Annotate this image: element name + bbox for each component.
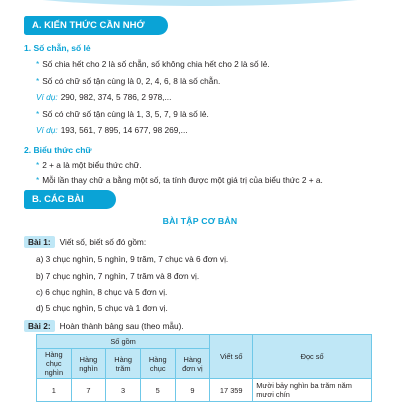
basic-exercises-title: BÀI TẬP CƠ BẢN: [162, 216, 238, 226]
part1-bullet3: * Số có chữ số tận cùng là 1, 3, 5, 7, 9 là số lẻ.: [36, 109, 209, 119]
cell-tram: 3: [106, 379, 141, 402]
bai1-item-a: a) 3 chục nghìn, 5 nghìn, 9 trăm, 7 chục và 6 đơn vị.: [36, 254, 229, 264]
part1-bullet1: * Số chia hết cho 2 là số chẵn, số không chia hết cho 2 là số lẻ.: [36, 59, 270, 69]
cell-chuc-nghin: 1: [37, 379, 72, 402]
bai1-item-d: d) 5 chục nghìn, 5 chục và 1 đơn vị.: [36, 303, 168, 313]
bai2-tag: Bài 2:: [24, 320, 55, 332]
part2-title: 2. Biểu thức chữ: [24, 145, 92, 155]
col-hang-nghin: Hàng nghìn: [71, 349, 106, 379]
bai1-heading: [24, 236, 146, 248]
part1-bullet2: * Số có chữ số tận cùng là 0, 2, 4, 6, 8 là số chẵn.: [36, 76, 221, 86]
col-hang-chuc: Hàng chục: [140, 349, 175, 379]
cell-nghin: 7: [71, 379, 106, 402]
group-header: Số gồm: [37, 335, 210, 349]
col-doc-so: Đọc số: [253, 335, 372, 379]
bai1-tag: Bài 1:: [24, 236, 55, 248]
col-viet-so: Viết số: [210, 335, 253, 379]
cell-chuc: 5: [140, 379, 175, 402]
cell-viet-so: 17 359: [210, 379, 253, 402]
col-hang-tram: Hàng trăm: [106, 349, 141, 379]
bai1-prompt: Viết số, biết số đó gồm:: [59, 237, 147, 247]
number-table: [36, 334, 372, 402]
section-b-heading: B. CÁC BÀI TẬP: [24, 190, 116, 209]
bai2-prompt: Hoàn thành bảng sau (theo mẫu).: [59, 321, 184, 331]
bai2-heading: [24, 320, 184, 332]
part2-bullet1: * 2 + a là một biểu thức chữ.: [36, 160, 142, 170]
part1-title: 1. Số chẵn, số lẻ: [24, 43, 91, 53]
part2-bullet2: * Mỗi lần thay chữ a bằng một số, ta tính được một giá trị của biểu thức 2 + a.: [36, 175, 323, 185]
part1-example1: Ví dụ: 290, 982, 374, 5 786, 2 978,...: [36, 92, 172, 102]
col-hang-don-vi: Hàng đơn vị: [175, 349, 210, 379]
cell-doc-so: Mười bảy nghìn ba trăm năm mươi chín: [253, 379, 372, 402]
top-decoration: [0, 0, 400, 8]
bai1-item-b: b) 7 chục nghìn, 7 nghìn, 7 trăm và 8 đơn vị.: [36, 271, 200, 281]
col-hang-chuc-nghin: Hàng chục nghìn: [37, 349, 72, 379]
part1-example2: Ví dụ: 193, 561, 7 895, 14 677, 98 269,...: [36, 125, 188, 135]
cell-don-vi: 9: [175, 379, 210, 402]
bai1-item-c: c) 6 chục nghìn, 8 chục và 5 đơn vị.: [36, 287, 168, 297]
section-a-heading: A. KIẾN THỨC CẦN NHỚ: [24, 16, 168, 35]
